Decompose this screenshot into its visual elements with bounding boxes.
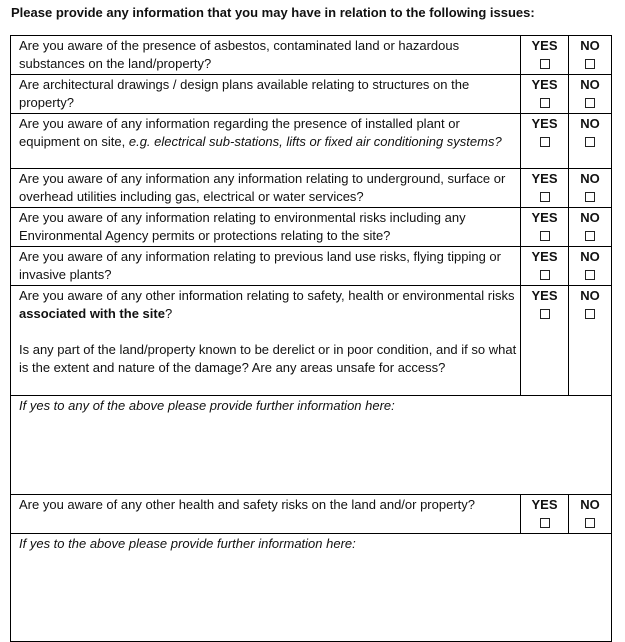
no-label: NO [580, 77, 600, 92]
no-checkbox-utilities[interactable] [585, 192, 595, 202]
question-text-land-use: Are you aware of any information relating to previous land use risks, flying tipping or invasive plants? [11, 247, 521, 286]
question-row-other-risks [11, 286, 612, 396]
further-info-prompt-1: If yes to any of the above please provide further information here: [19, 398, 395, 413]
question-text-asbestos: Are you aware of the presence of asbestos, contaminated land or hazardous substances on the land/property? [11, 36, 521, 75]
yes-cell [521, 247, 569, 286]
no-checkbox-plant[interactable] [585, 137, 595, 147]
no-label: NO [580, 116, 600, 131]
yes-checkbox-other-risks[interactable] [540, 309, 550, 319]
yes-label: YES [531, 249, 558, 264]
further-info-field-1[interactable] [11, 396, 612, 495]
question-row-drawings [11, 75, 612, 114]
further-info-row-2 [11, 534, 612, 642]
yes-cell [521, 208, 569, 247]
yes-checkbox-asbestos[interactable] [540, 59, 550, 69]
paragraph-gap [19, 323, 520, 341]
question-row-plant [11, 114, 612, 169]
question-row-utilities [11, 169, 612, 208]
yes-label: YES [531, 171, 558, 186]
no-checkbox-environmental[interactable] [585, 231, 595, 241]
further-info-prompt-2: If yes to the above please provide further information here: [19, 536, 356, 551]
no-cell [569, 36, 612, 75]
question-row-environmental [11, 208, 612, 247]
question-row-land-use [11, 247, 612, 286]
question-text-other-risks-emphasis: associated with the site [19, 306, 165, 321]
question-text-plant-example: e.g. electrical sub-stations, lifts or fixed air conditioning systems? [128, 134, 502, 149]
no-checkbox-asbestos[interactable] [585, 59, 595, 69]
yes-cell [521, 495, 569, 534]
yes-cell [521, 36, 569, 75]
yes-label: YES [531, 116, 558, 131]
yes-cell [521, 75, 569, 114]
no-label: NO [580, 497, 600, 512]
form-heading: Please provide any information that you may have in relation to the following issues: [11, 5, 535, 20]
yes-checkbox-plant[interactable] [540, 137, 550, 147]
no-cell [569, 169, 612, 208]
further-info-field-2[interactable] [11, 534, 612, 642]
yes-cell [521, 286, 569, 396]
no-cell [569, 208, 612, 247]
no-checkbox-health-safety[interactable] [585, 518, 595, 528]
no-cell [569, 247, 612, 286]
question-text-other-risks-end: ? [164, 306, 173, 321]
no-checkbox-drawings[interactable] [585, 98, 595, 108]
issues-table [10, 35, 612, 642]
no-cell [569, 75, 612, 114]
no-label: NO [580, 249, 600, 264]
no-checkbox-land-use[interactable] [585, 270, 595, 280]
yes-checkbox-land-use[interactable] [540, 270, 550, 280]
question-row-asbestos [11, 36, 612, 75]
question-text-other-risks [11, 286, 521, 396]
question-row-health-safety [11, 495, 612, 534]
yes-checkbox-environmental[interactable] [540, 231, 550, 241]
no-label: NO [580, 288, 600, 303]
no-cell [569, 495, 612, 534]
further-info-row-1 [11, 396, 612, 495]
yes-label: YES [531, 77, 558, 92]
no-checkbox-other-risks[interactable] [585, 309, 595, 319]
yes-label: YES [531, 210, 558, 225]
yes-label: YES [531, 497, 558, 512]
question-text-utilities: Are you aware of any information any information relating to underground, surface or overhead utilities including gas, electrical or water services? [11, 169, 521, 208]
yes-cell [521, 169, 569, 208]
no-label: NO [580, 38, 600, 53]
no-label: NO [580, 210, 600, 225]
question-text-health-safety: Are you aware of any other health and safety risks on the land and/or property? [11, 495, 521, 534]
question-text-plant [11, 114, 521, 169]
yes-cell [521, 114, 569, 169]
question-text-environmental: Are you aware of any information relating to environmental risks including any Environmental Agency permits or protections relating to the site? [11, 208, 521, 247]
no-cell [569, 114, 612, 169]
yes-checkbox-health-safety[interactable] [540, 518, 550, 528]
question-text-drawings: Are architectural drawings / design plans available relating to structures on the property? [11, 75, 521, 114]
yes-checkbox-drawings[interactable] [540, 98, 550, 108]
no-cell [569, 286, 612, 396]
no-label: NO [580, 171, 600, 186]
question-text-derelict: Is any part of the land/property known to be derelict or in poor condition, and if so what is the extent and nature of the damage? Are any areas unsafe for access? [19, 342, 517, 375]
yes-label: YES [531, 38, 558, 53]
question-text-plant-main: Are you aware of any information regarding the presence of installed plant or equipment on site, [19, 116, 460, 149]
question-text-other-risks-main: Are you aware of any other information relating to safety, health or environmental risks [19, 288, 515, 303]
yes-label: YES [531, 288, 558, 303]
yes-checkbox-utilities[interactable] [540, 192, 550, 202]
